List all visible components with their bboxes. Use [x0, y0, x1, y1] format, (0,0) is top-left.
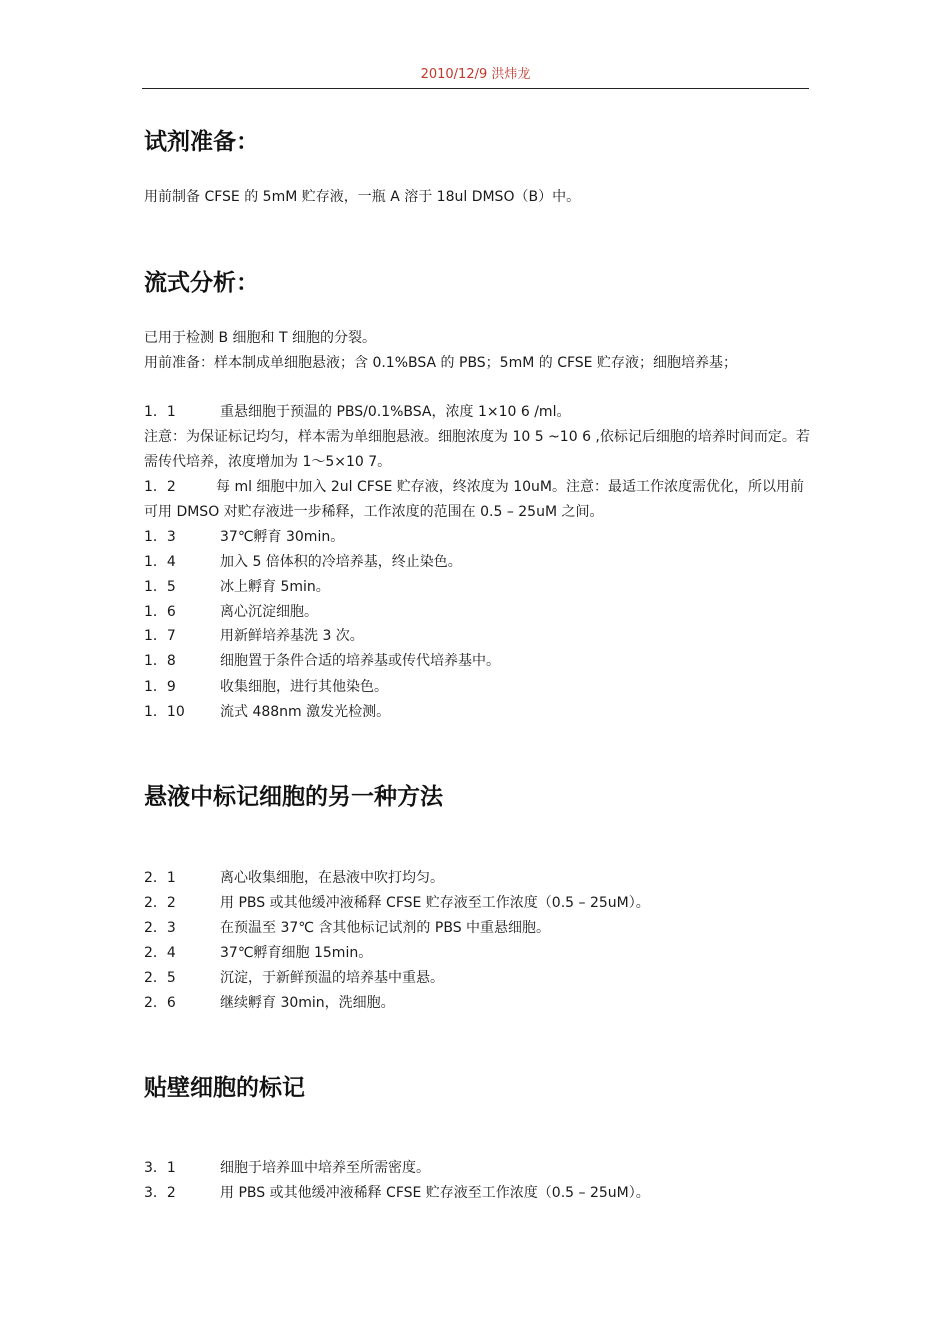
section-title-reagent-prep: 试剂准备：	[144, 129, 259, 155]
step-number: 2．4	[144, 945, 176, 961]
step-text: 离心收集细胞，在悬液中吹打均匀。	[220, 870, 444, 886]
step-number: 1．8	[144, 653, 176, 669]
step-number: 2．6	[144, 995, 176, 1011]
step-number: 3．1	[144, 1160, 176, 1176]
step-number: 2．1	[144, 870, 176, 886]
paragraph: 已用于检测 B 细胞和 T 细胞的分裂。	[144, 330, 376, 346]
step-text: 37℃孵育 30min。	[220, 529, 345, 545]
step-number: 1．6	[144, 604, 176, 620]
step-number: 2．2	[144, 895, 176, 911]
paragraph: 用前准备：样本制成单细胞悬液；含 0.1%BSA 的 PBS；5mM 的 CFSE 贮存液；细胞培养基；	[144, 355, 737, 371]
step-text: 冰上孵育 5min。	[220, 579, 330, 595]
step-number: 1．3	[144, 529, 176, 545]
page-header: 2010/12/9 洪炜龙	[420, 67, 531, 82]
step-text: 细胞于培养皿中培养至所需密度。	[220, 1160, 430, 1176]
step-number: 3．2	[144, 1185, 176, 1201]
step-text: 用新鲜培养基洗 3 次。	[220, 628, 364, 644]
step-text: 在预温至 37℃ 含其他标记试剂的 PBS 中重悬细胞。	[220, 920, 551, 936]
paragraph: 用前制备 CFSE 的 5mM 贮存液，一瓶 A 溶于 18ul DMSO（B）中。	[144, 189, 581, 205]
section-title-adherent-labeling: 贴壁细胞的标记	[144, 1075, 305, 1101]
step-number: 1．7	[144, 628, 176, 644]
step-number: 1．2	[144, 479, 176, 495]
step-number: 1．10	[144, 704, 185, 720]
step-text: 收集细胞，进行其他染色。	[220, 679, 388, 695]
step-text: 用 PBS 或其他缓冲液稀释 CFSE 贮存液至工作浓度（0.5 – 25uM）。	[220, 1185, 650, 1201]
step-number: 2．5	[144, 970, 176, 986]
list-item	[144, 475, 810, 525]
step-number: 1．9	[144, 679, 176, 695]
step-number: 1．4	[144, 554, 176, 570]
step-text: 离心沉淀细胞。	[220, 604, 318, 620]
step-text: 加入 5 倍体积的冷培养基，终止染色。	[220, 554, 462, 570]
step-text: 37℃孵育细胞 15min。	[220, 945, 373, 961]
step-number: 2．3	[144, 920, 176, 936]
step-text: 沉淀，于新鲜预温的培养基中重悬。	[220, 970, 444, 986]
section-title-suspension-labeling: 悬液中标记细胞的另一种方法	[144, 784, 443, 810]
step-text: 流式 488nm 激发光检测。	[220, 704, 391, 720]
step-text: 重悬细胞于预温的 PBS/0.1%BSA，浓度 1×10 6 /ml。	[220, 404, 571, 420]
section-title-flow-analysis: 流式分析：	[144, 270, 259, 296]
step-note: 注意：为保证标记均匀，样本需为单细胞悬液。细胞浓度为 10 5 ~10 6 ,依标记后细胞的培养时间而定。若需传代培养，浓度增加为 1～5×10 7。	[144, 429, 810, 470]
step-text: 继续孵育 30min，洗细胞。	[220, 995, 395, 1011]
step-number: 1．1	[144, 404, 176, 420]
step-text: 每 ml 细胞中加入 2ul CFSE 贮存液，终浓度为 10uM。注意：最适工作浓度需优化，所以用前可用 DMSO 对贮存液进一步稀释，工作浓度的范围在 0.5 – 25uM 之间。	[144, 479, 804, 520]
header-divider	[142, 88, 809, 89]
step-number: 1．5	[144, 579, 176, 595]
step-text: 细胞置于条件合适的培养基或传代培养基中。	[220, 653, 500, 669]
step-text: 用 PBS 或其他缓冲液稀释 CFSE 贮存液至工作浓度（0.5 – 25uM）。	[220, 895, 650, 911]
